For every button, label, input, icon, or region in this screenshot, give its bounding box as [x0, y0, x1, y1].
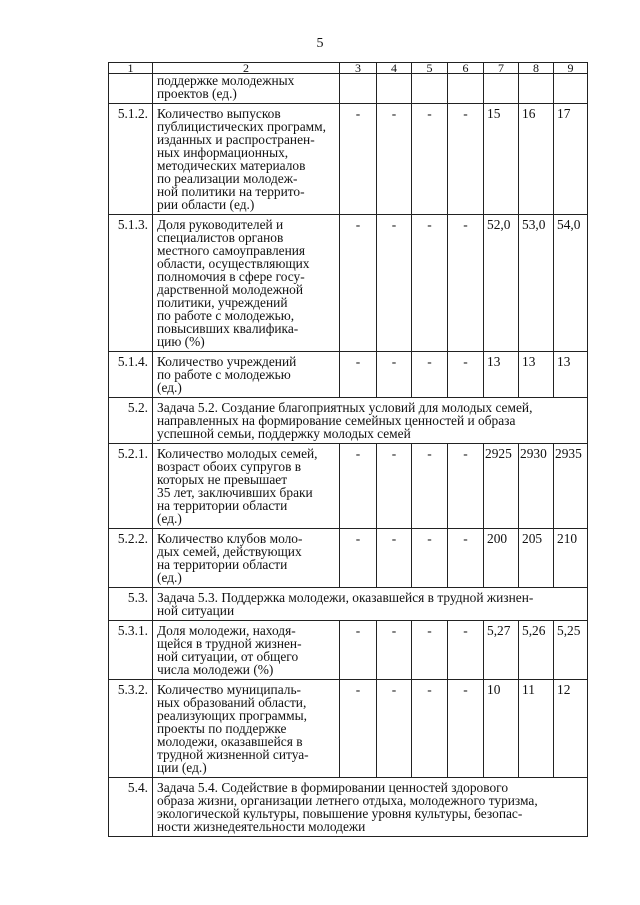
- column-number: 5: [412, 63, 448, 74]
- value-cell: 5,27: [484, 621, 519, 680]
- indicator-name: [153, 74, 340, 104]
- table-row: [109, 529, 588, 588]
- value-cell: 5,25: [554, 621, 588, 680]
- value-cell: 13: [554, 352, 588, 398]
- value-cell: -: [377, 621, 412, 680]
- text-line: дых семей, действующих: [157, 544, 302, 559]
- value-cell: 53,0: [519, 215, 554, 352]
- row-number: 5.1.3.: [109, 215, 153, 352]
- indicator-name: [153, 444, 340, 529]
- indicator-name: [153, 352, 340, 398]
- empty-cell: [484, 74, 519, 104]
- text-line: (ед.): [157, 570, 182, 585]
- column-number: 1: [109, 63, 153, 74]
- value-cell: 2935: [554, 444, 588, 529]
- text-line: Количество клубов моло-: [157, 531, 303, 546]
- text-line: политики, учреждений: [157, 295, 288, 310]
- value-cell: -: [448, 215, 484, 352]
- text-line: успешной семьи, поддержку молодых семей: [157, 426, 411, 441]
- value-cell: 2925: [484, 444, 519, 529]
- value-cell: 11: [519, 680, 554, 778]
- text-line: Задача 5.4. Содействие в формировании ценностей здорового: [157, 780, 509, 795]
- value-cell: -: [448, 680, 484, 778]
- text-line: цию (%): [157, 334, 205, 349]
- text-line: по реализации молодеж-: [157, 171, 298, 186]
- text-line: Задача 5.3. Поддержка молодежи, оказавшейся в трудной жизнен-: [157, 590, 534, 605]
- value-cell: -: [412, 444, 448, 529]
- indicators-table: [108, 62, 588, 837]
- value-cell: 200: [484, 529, 519, 588]
- value-cell: -: [340, 352, 377, 398]
- value-cell: -: [377, 529, 412, 588]
- row-number: 5.2.1.: [109, 444, 153, 529]
- text-line: Количество выпусков: [157, 106, 281, 121]
- task-row: [109, 778, 588, 837]
- row-number: 5.1.2.: [109, 104, 153, 215]
- text-line: ных информационных,: [157, 145, 289, 160]
- empty-cell: [412, 74, 448, 104]
- text-line: на территории области: [157, 498, 288, 513]
- value-cell: 205: [519, 529, 554, 588]
- indicator-name: [153, 529, 340, 588]
- text-line: трудной жизненной ситуа-: [157, 747, 309, 762]
- text-line: (ед.): [157, 380, 182, 395]
- task-row: [109, 398, 588, 444]
- value-cell: -: [340, 529, 377, 588]
- text-line: молодежи, оказавшейся в: [157, 734, 303, 749]
- value-cell: 54,0: [554, 215, 588, 352]
- column-number: 4: [377, 63, 412, 74]
- value-cell: 12: [554, 680, 588, 778]
- value-cell: -: [412, 215, 448, 352]
- value-cell: -: [448, 621, 484, 680]
- row-number: [109, 74, 153, 104]
- text-line: Количество учреждений: [157, 354, 297, 369]
- text-line: направленных на формирование семейных ценностей и образа: [157, 413, 516, 428]
- value-cell: -: [412, 529, 448, 588]
- value-cell: 16: [519, 104, 554, 215]
- value-cell: -: [340, 621, 377, 680]
- table-row: [109, 621, 588, 680]
- text-line: изданных и распространен-: [157, 132, 315, 147]
- text-line: реализующих программы,: [157, 708, 307, 723]
- value-cell: 17: [554, 104, 588, 215]
- empty-cell: [377, 74, 412, 104]
- value-cell: -: [448, 444, 484, 529]
- indicator-name: [153, 104, 340, 215]
- indicator-name: [153, 621, 340, 680]
- column-number: 8: [519, 63, 554, 74]
- task-title: [153, 778, 588, 837]
- column-number-row: [109, 63, 588, 74]
- column-number: 6: [448, 63, 484, 74]
- value-cell: -: [340, 104, 377, 215]
- row-number: 5.2.2.: [109, 529, 153, 588]
- table-row: [109, 352, 588, 398]
- empty-cell: [448, 74, 484, 104]
- value-cell: -: [448, 104, 484, 215]
- text-line: ции (ед.): [157, 760, 207, 775]
- indicator-name: [153, 680, 340, 778]
- value-cell: -: [412, 621, 448, 680]
- value-cell: -: [377, 104, 412, 215]
- empty-cell: [519, 74, 554, 104]
- text-line: Доля руководителей и: [157, 217, 284, 232]
- table-row: [109, 680, 588, 778]
- task-number: 5.4.: [109, 778, 153, 837]
- value-cell: -: [448, 529, 484, 588]
- text-line: ной политики на террито-: [157, 184, 305, 199]
- text-line: по работе с молодежью,: [157, 308, 295, 323]
- text-line: ной ситуации: [157, 603, 235, 618]
- text-line: ных образований области,: [157, 695, 307, 710]
- text-line: Доля молодежи, находя-: [157, 623, 296, 638]
- text-line: которых не превышает: [157, 472, 288, 487]
- table-row: [109, 215, 588, 352]
- text-line: щейся в трудной жизнен-: [157, 636, 302, 651]
- text-line: возраст обоих супругов в: [157, 459, 302, 474]
- text-line: по работе с молодежью: [157, 367, 291, 382]
- text-line: ной ситуации, от общего: [157, 649, 299, 664]
- task-number: 5.2.: [109, 398, 153, 444]
- column-number: 3: [340, 63, 377, 74]
- task-row: [109, 588, 588, 621]
- text-line: дарственной молодежной: [157, 282, 303, 297]
- text-line: 35 лет, заключивших браки: [157, 485, 313, 500]
- text-line: местного самоуправления: [157, 243, 306, 258]
- value-cell: -: [377, 352, 412, 398]
- row-number: 5.3.1.: [109, 621, 153, 680]
- text-line: экологической культуры, повышение уровня культуры, безопас-: [157, 806, 523, 821]
- value-cell: 13: [519, 352, 554, 398]
- value-cell: 210: [554, 529, 588, 588]
- text-line: (ед.): [157, 511, 182, 526]
- value-cell: -: [412, 680, 448, 778]
- column-number: 7: [484, 63, 519, 74]
- text-line: специалистов органов: [157, 230, 284, 245]
- value-cell: 2930: [519, 444, 554, 529]
- indicator-name: [153, 215, 340, 352]
- text-line: проектов (ед.): [157, 86, 237, 101]
- value-cell: -: [448, 352, 484, 398]
- value-cell: 15: [484, 104, 519, 215]
- text-line: числа молодежи (%): [157, 662, 274, 677]
- value-cell: -: [377, 680, 412, 778]
- text-line: ности жизнедеятельности молодежи: [157, 819, 366, 834]
- task-title: [153, 588, 588, 621]
- text-line: поддержке молодежных: [157, 73, 295, 88]
- text-line: на территории области: [157, 557, 288, 572]
- column-number: 2: [153, 63, 340, 74]
- text-line: методических материалов: [157, 158, 306, 173]
- text-line: проекты по поддержке: [157, 721, 287, 736]
- text-line: повысивших квалифика-: [157, 321, 299, 336]
- task-number: 5.3.: [109, 588, 153, 621]
- value-cell: 10: [484, 680, 519, 778]
- row-number: 5.1.4.: [109, 352, 153, 398]
- table-row: [109, 104, 588, 215]
- value-cell: -: [377, 444, 412, 529]
- text-line: публицистических программ,: [157, 119, 326, 134]
- value-cell: 13: [484, 352, 519, 398]
- text-line: полномочия в сфере госу-: [157, 269, 305, 284]
- page-number: 5: [316, 36, 324, 51]
- text-line: области, осуществляющих: [157, 256, 310, 271]
- text-line: Задача 5.2. Создание благоприятных условий для молодых семей,: [157, 400, 533, 415]
- column-number: 9: [554, 63, 588, 74]
- text-line: Количество муниципаль-: [157, 682, 302, 697]
- value-cell: -: [412, 104, 448, 215]
- text-line: рии области (ед.): [157, 197, 255, 212]
- value-cell: 5,26: [519, 621, 554, 680]
- value-cell: -: [340, 215, 377, 352]
- table-row: [109, 444, 588, 529]
- value-cell: -: [377, 215, 412, 352]
- text-line: образа жизни, организации летнего отдыха, молодежного туризма,: [157, 793, 538, 808]
- table-row-continuation: [109, 74, 588, 104]
- value-cell: -: [412, 352, 448, 398]
- value-cell: -: [340, 680, 377, 778]
- text-line: Количество молодых семей,: [157, 446, 318, 461]
- empty-cell: [554, 74, 588, 104]
- value-cell: 52,0: [484, 215, 519, 352]
- value-cell: -: [340, 444, 377, 529]
- empty-cell: [340, 74, 377, 104]
- task-title: [153, 398, 588, 444]
- row-number: 5.3.2.: [109, 680, 153, 778]
